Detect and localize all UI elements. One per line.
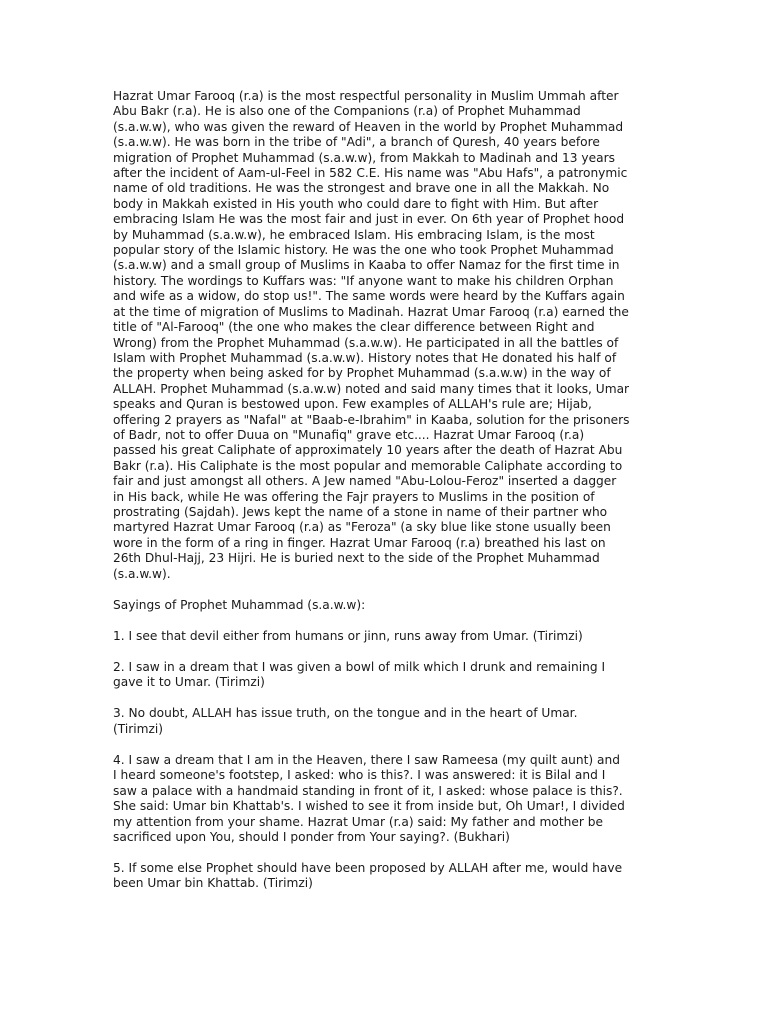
sayings-list [113, 613, 658, 892]
paragraph-gap [113, 737, 658, 753]
saying-line: my attention from your shame. Hazrat Umar (r.a) said: My father and mother be [113, 814, 603, 829]
intro-line: (s.a.w.w), who was given the reward of Heaven in the world by Prophet Muhammad [113, 119, 624, 134]
intro-line: passed his great Caliphate of approximately 10 years after the death of Hazrat Abu [113, 443, 623, 458]
saying-line: 3. No doubt, ALLAH has issue truth, on the tongue and in the heart of Umar. [113, 706, 578, 721]
intro-line: name of old traditions. He was the strongest and brave one in all the Makkah. No [113, 181, 610, 196]
intro-line: by Muhammad (s.a.w.w), he embraced Islam. His embracing Islam, is the most [113, 227, 595, 242]
intro-line: fair and just amongst all others. A Jew named "Abu-Lolou-Feroz" inserted a dagger [113, 474, 617, 489]
paragraph-gap [113, 691, 658, 707]
intro-line: in His back, while He was offering the Fajr prayers to Muslims in the position of [113, 489, 595, 504]
intro-line: Bakr (r.a). His Caliphate is the most popular and memorable Caliphate according to [113, 458, 623, 473]
saying-item [113, 629, 658, 644]
intro-line: Abu Bakr (r.a). He is also one of the Companions (r.a) of Prophet Muhammad [113, 104, 581, 119]
intro-line: the property when being asked for by Prophet Muhammad (s.a.w.w) in the way of [113, 366, 611, 381]
document-page [113, 89, 658, 892]
intro-line: (s.a.w.w). [113, 566, 171, 581]
intro-line: embracing Islam He was the most fair and just in ever. On 6th year of Prophet hood [113, 212, 625, 227]
saying-line: 5. If some else Prophet should have been proposed by ALLAH after me, would have [113, 861, 623, 875]
intro-line: history. The wordings to Kuffars was: "If anyone want to make his children Orphan [113, 273, 614, 288]
intro-paragraph [113, 89, 658, 582]
saying-item [113, 660, 658, 691]
saying-item [113, 706, 658, 737]
intro-line: (s.a.w.w) and a small group of Muslims in Kaaba to offer Namaz for the first time in [113, 258, 620, 273]
intro-line: Wrong) from the Prophet Muhammad (s.a.w.w). He participated in all the battles of [113, 335, 619, 350]
sayings-heading [113, 598, 658, 613]
intro-line: title of "Al-Farooq" (the one who makes the clear difference between Right and [113, 320, 595, 335]
saying-item [113, 861, 658, 892]
saying-line: (Tirimzi) [113, 721, 164, 736]
saying-line: She said: Umar bin Khattab's. I wished to see it from inside but, Oh Umar!, I divided [113, 799, 625, 814]
intro-line: wore in the form of a ring in finger. Hazrat Umar Farooq (r.a) breathed his last on [113, 535, 606, 550]
intro-line: martyred Hazrat Umar Farooq (r.a) as "Feroza" (a sky blue like stone usually been [113, 520, 611, 535]
intro-line: at the time of migration of Muslims to Madinah. Hazrat Umar Farooq (r.a) earned the [113, 304, 629, 319]
intro-line: migration of Prophet Muhammad (s.a.w.w), from Makkah to Madinah and 13 years [113, 150, 615, 165]
paragraph-gap [113, 644, 658, 660]
intro-line: 26th Dhul-Hajj, 23 Hijri. He is buried next to the side of the Prophet Muhammad [113, 551, 600, 566]
intro-line: popular story of the Islamic history. He was the one who took Prophet Muhammad [113, 243, 614, 258]
intro-line: of Badr, not to offer Duua on "Munafiq" grave etc.... Hazrat Umar Farooq (r.a) [113, 427, 585, 442]
intro-line: speaks and Quran is bestowed upon. Few examples of ALLAH's rule are; Hijab, [113, 397, 592, 412]
intro-line: prostrating (Sajdah). Jews kept the name of a stone in name of their partner who [113, 504, 608, 519]
intro-line: (s.a.w.w). He was born in the tribe of "Adi", a branch of Quresh, 40 years before [113, 135, 600, 150]
sayings-heading-text: Sayings of Prophet Muhammad (s.a.w.w): [113, 597, 366, 612]
intro-line: Hazrat Umar Farooq (r.a) is the most respectful personality in Muslim Ummah after [113, 89, 619, 103]
saying-line: 2. I saw in a dream that I was given a bowl of milk which I drunk and remaining I [113, 659, 606, 674]
saying-line: I heard someone's footstep, I asked: who is this?. I was answered: it is Bilal and I [113, 768, 606, 783]
saying-line: sacrificed upon You, should I ponder from Your saying?. (Bukhari) [113, 829, 510, 844]
saying-item [113, 753, 658, 845]
paragraph-gap [113, 582, 658, 598]
saying-line: gave it to Umar. (Tirimzi) [113, 675, 265, 690]
intro-line: ALLAH. Prophet Muhammad (s.a.w.w) noted and said many times that it looks, Umar [113, 381, 630, 396]
paragraph-gap [113, 613, 658, 629]
intro-line: body in Makkah existed in His youth who could dare to fight with Him. But after [113, 196, 599, 211]
saying-line: 4. I saw a dream that I am in the Heaven, there I saw Rameesa (my quilt aunt) and [113, 752, 620, 767]
intro-line: offering 2 prayers as "Nafal" at "Baab-e-Ibrahim" in Kaaba, solution for the prisoners [113, 412, 630, 427]
intro-line: after the incident of Aam-ul-Feel in 582 C.E. His name was "Abu Hafs", a patronymic [113, 166, 628, 181]
saying-line: 1. I see that devil either from humans or jinn, runs away from Umar. (Tirimzi) [113, 628, 583, 643]
saying-line: been Umar bin Khattab. (Tirimzi) [113, 876, 313, 891]
intro-line: Islam with Prophet Muhammad (s.a.w.w). History notes that He donated his half of [113, 350, 617, 365]
saying-line: saw a palace with a handmaid standing in front of it, I asked: whose palace is this?. [113, 783, 623, 798]
paragraph-gap [113, 845, 658, 861]
intro-line: and wife as a widow, do stop us!". The same words were heard by the Kuffars again [113, 289, 625, 304]
